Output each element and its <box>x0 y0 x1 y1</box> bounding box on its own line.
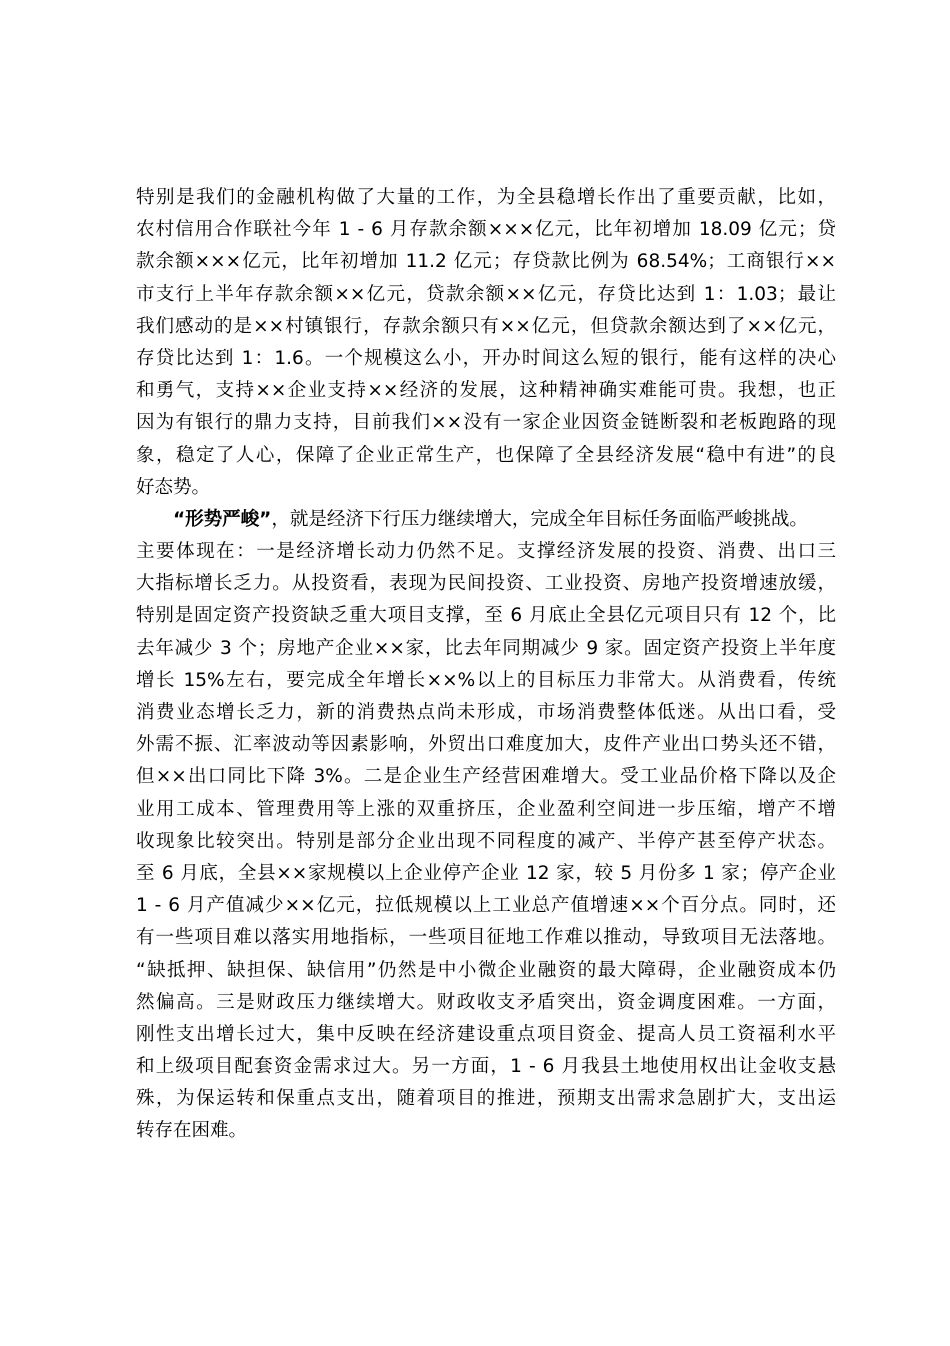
text-line: 和上级项目配套资金需求过大。另一方面，1 - 6 月我县土地使用权出让金收支悬 <box>136 1056 836 1078</box>
text-line: 外需不振、汇率波动等因素影响，外贸出口难度加大，皮件产业出口势头还不错， <box>136 734 836 756</box>
text-line: 农村信用合作联社今年 1 - 6 月存款余额×××亿元，比年初增加 18.09 亿元；贷 <box>136 219 836 241</box>
text-line <box>136 504 836 536</box>
text-line: 我们感动的是××村镇银行，存款余额只有××亿元，但贷款余额达到了××亿元， <box>136 315 836 337</box>
text-line: 然偏高。三是财政压力继续增大。财政收支矛盾突出，资金调度困难。一方面， <box>136 991 836 1013</box>
text-line: 但××出口同比下降 3%。二是企业生产经营困难增大。受工业品价格下降以及企 <box>136 766 836 788</box>
text-line: 款余额×××亿元，比年初增加 11.2 亿元；存贷款比例为 68.54%；工商银行×× <box>136 251 836 273</box>
text-line: “缺抵押、缺担保、缺信用”仍然是中小微企业融资的最大障碍，企业融资成本仍 <box>136 959 836 981</box>
text-line: 和勇气，支持××企业支持××经济的发展，这种精神确实难能可贵。我想，也正 <box>136 380 836 402</box>
paragraph-severe-situation <box>136 504 836 1148</box>
text-line: 主要体现在：一是经济增长动力仍然不足。支撑经济发展的投资、消费、出口三 <box>136 541 836 563</box>
text-line: 增长 15%左右，要完成全年增长××%以上的目标压力非常大。从消费看，传统 <box>136 669 836 691</box>
text-line: 消费业态增长乏力，新的消费热点尚未形成，市场消费整体低迷。从出口看，受 <box>136 702 836 723</box>
text-line: 1 - 6 月产值减少××亿元，拉低规模以上工业总产值增速××个百分点。同时，还 <box>136 895 836 917</box>
paragraph-financial-support <box>136 182 836 504</box>
text-line: 存贷比达到 1：1.6。一个规模这么小，开办时间这么短的银行，能有这样的决心 <box>136 347 836 369</box>
text-line: 因为有银行的鼎力支持，目前我们××没有一家企业因资金链断裂和老板跑路的现 <box>136 412 836 434</box>
text-line: 象，稳定了人心，保障了企业正常生产，也保障了全县经济发展“稳中有进”的良 <box>136 444 836 466</box>
text-line: 转存在困难。 <box>136 1120 248 1142</box>
text-line: 好态势。 <box>136 476 211 498</box>
text-line: 有一些项目难以落实用地指标，一些项目征地工作难以推动，导致项目无法落地。 <box>136 927 836 949</box>
text-line: 特别是固定资产投资缺乏重大项目支撑，至 6 月底止全县亿元项目只有 12 个，比 <box>136 605 836 627</box>
document-body <box>136 182 836 1148</box>
text-line: 至 6 月底，全县××家规模以上企业停产企业 12 家，较 5 月份多 1 家；停产企业 <box>136 862 836 884</box>
text-line: 刚性支出增长过大，集中反映在经济建设重点项目资金、提高人员工资福利水平 <box>136 1023 836 1045</box>
text-line: 殊，为保运转和保重点支出，随着项目的推进，预期支出需求急剧扩大，支出运 <box>136 1088 836 1110</box>
section-lead-heading: “形势严峻” <box>173 508 272 530</box>
text-line: 市支行上半年存款余额××亿元，贷款余额××亿元，存贷比达到 1：1.03；最让 <box>136 283 836 305</box>
text-line-rest: ，就是经济下行压力继续增大，完成全年目标任务面临严峻挑战。 <box>271 508 808 530</box>
text-line: 大指标增长乏力。从投资看，表现为民间投资、工业投资、房地产投资增速放缓， <box>136 573 836 595</box>
text-line: 特别是我们的金融机构做了大量的工作，为全县稳增长作出了重要贡献，比如， <box>136 187 836 208</box>
text-line: 收现象比较突出。特别是部分企业出现不同程度的减产、半停产甚至停产状态。 <box>136 830 836 852</box>
text-line: 去年减少 3 个；房地产企业××家，比去年同期减少 9 家。固定资产投资上半年度 <box>136 637 836 659</box>
text-line: 业用工成本、管理费用等上涨的双重挤压，企业盈利空间进一步压缩，增产不增 <box>136 798 836 820</box>
